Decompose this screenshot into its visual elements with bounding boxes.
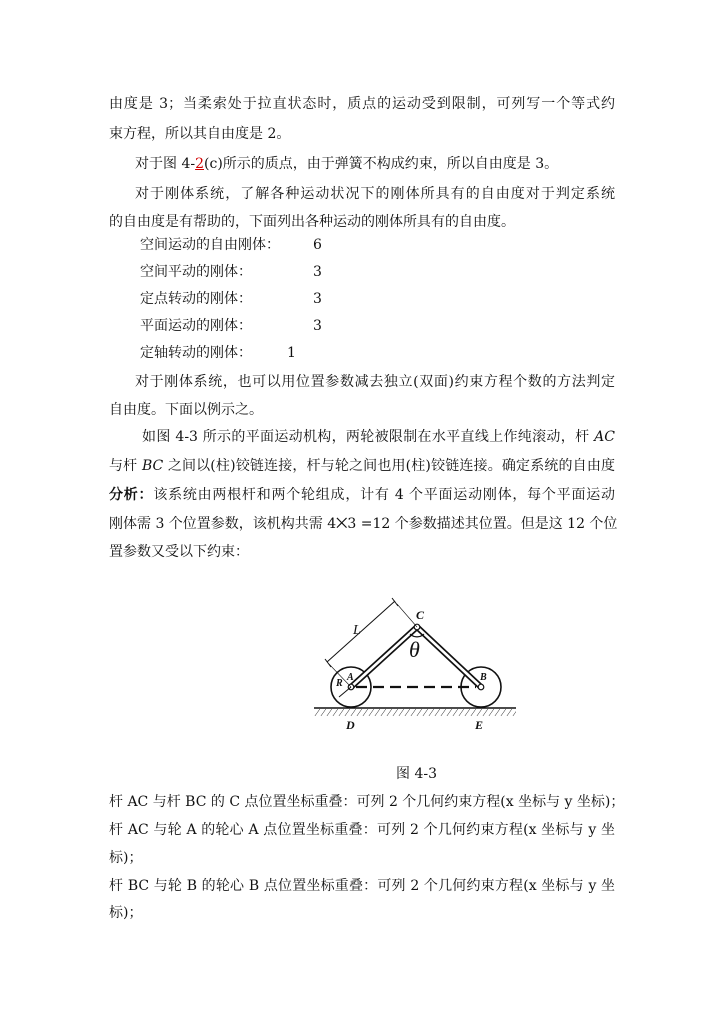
rod-bc-label: BC <box>141 458 164 474</box>
label-l: L <box>353 623 361 638</box>
constraint-2-line1: 杆 AC 与轮 A 的轮心 A 点位置坐标重叠：可列 2 个几何约束方程(x 坐标与 y 坐 <box>109 822 615 838</box>
dof-label: 定点转动的刚体： <box>140 291 252 307</box>
para1-line2: 束方程，所以其自由度是 2。 <box>109 126 291 142</box>
dof-value: 3 <box>313 291 322 307</box>
dof-label: 平面运动的刚体： <box>140 318 252 334</box>
dof-value: 1 <box>287 345 296 361</box>
figure-caption: 图 4-3 <box>396 766 437 782</box>
para5-line1 <box>142 427 615 447</box>
para5-line2 <box>109 456 615 476</box>
label-e: E <box>475 718 484 732</box>
label-r: R <box>336 678 343 689</box>
constraint-3-line2: 标)； <box>109 905 143 921</box>
constraint-2-line2: 标)； <box>109 850 143 866</box>
para4-line1: 对于刚体系统，也可以用位置参数减去独立(双面)约束方程个数的方法判定 <box>135 374 615 390</box>
dof-label: 定轴转动的刚体： <box>140 345 252 361</box>
dof-row-4 <box>140 316 322 336</box>
para1-line1: 由度是 3；当柔索处于拉直状态时，质点的运动受到限制，可列写一个等式约 <box>109 96 615 112</box>
figure-reference-link[interactable]: 2 <box>195 156 205 172</box>
dof-value: 3 <box>313 264 322 280</box>
para3-line1: 对于刚体系统，了解各种运动状况下的刚体所具有的自由度对于判定系统 <box>135 186 615 202</box>
para4-line2: 自由度。下面以例示之。 <box>109 402 263 418</box>
dof-value: 6 <box>313 237 322 253</box>
label-b: B <box>480 672 487 683</box>
dof-label: 空间运动的自由刚体： <box>140 237 280 253</box>
dof-value: 3 <box>313 318 322 334</box>
para5-line3 <box>109 485 615 505</box>
para5-line2-c: 之间以(柱)铰链连接，杆与轮之间也用(柱)铰链连接。确定系统的自由度 <box>163 458 615 474</box>
para5-line1-text: 如图 4-3 所示的平面运动机构，两轮被限制在水平直线上作纯滚动，杆 <box>142 429 595 445</box>
dof-row-3 <box>140 289 322 309</box>
label-a: A <box>347 672 354 683</box>
para5-line4: 刚体需 3 个位置参数，该机构共需 4⨉3 =12 个参数描述其位置。但是这 12 个位 <box>109 516 618 532</box>
para5-line3-text: 该系统由两根杆和两个轮组成，计有 4 个平面运动刚体，每个平面运动 <box>153 487 615 503</box>
dof-row-5 <box>140 343 296 363</box>
para2-line <box>135 154 615 174</box>
dof-row-2 <box>140 262 322 282</box>
constraint-3-line1: 杆 BC 与轮 B 的轮心 B 点位置坐标重叠：可列 2 个几何约束方程(x 坐标与 y 坐 <box>109 878 615 894</box>
para2-suffix: (c)所示的质点，由于弹簧不构成约束，所以自由度是 3。 <box>204 156 559 172</box>
label-d: D <box>346 718 355 732</box>
label-theta: θ <box>409 637 420 662</box>
dof-row-1 <box>140 235 322 255</box>
rod-ac-label: AC <box>594 429 615 445</box>
para5-line2-a: 与杆 <box>109 458 142 474</box>
para5-line5: 置参数又受以下约束： <box>109 544 249 560</box>
para3-line2: 的自由度是有帮助的，下面列出各种运动的刚体所具有的自由度。 <box>109 214 515 230</box>
ground-hatching <box>314 709 516 716</box>
mechanism-figure <box>305 590 525 740</box>
dof-label: 空间平动的刚体： <box>140 264 252 280</box>
para2-prefix: 对于图 4- <box>135 156 196 172</box>
label-c: C <box>416 608 425 622</box>
hinge-b <box>478 684 484 690</box>
analysis-heading: 分析： <box>109 487 154 503</box>
constraint-1: 杆 AC 与杆 BC 的 C 点位置坐标重叠：可列 2 个几何约束方程(x 坐标与 y 坐标)； <box>109 794 625 810</box>
